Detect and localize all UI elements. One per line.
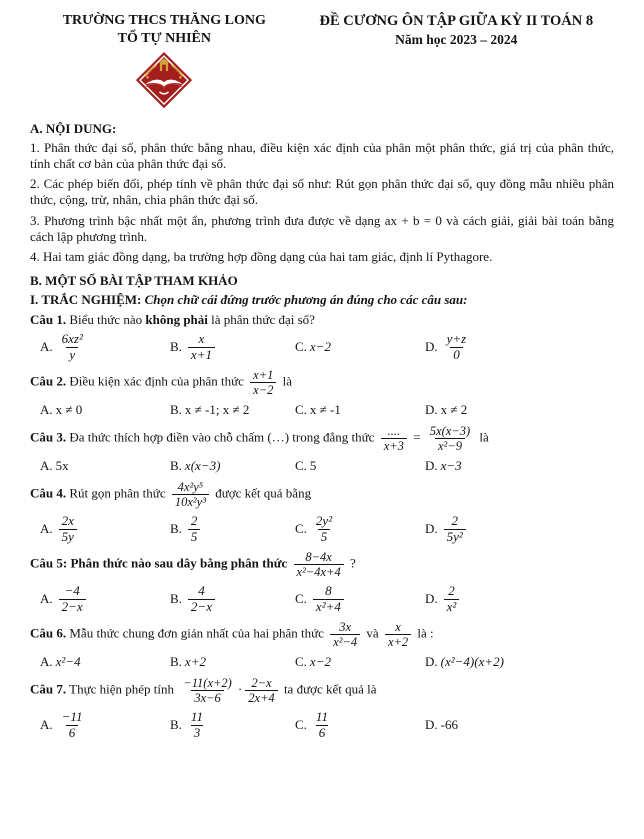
content-item: 3. Phương trình bậc nhất một ẩn, phương trình đưa được về dạng ax + b = 0 và cách giải, giải bài toán bằng cách lập phương trình. (30, 212, 614, 244)
option (170, 653, 295, 671)
emphasis-text: không phải (145, 311, 208, 327)
question-stem (30, 549, 614, 580)
option (40, 709, 170, 741)
question (30, 549, 614, 615)
option-letter: B. (170, 339, 182, 355)
option-letter: C. (295, 717, 307, 733)
option (425, 716, 614, 734)
section-a-heading: A. NỘI DUNG: (30, 121, 117, 137)
fraction-numerator: 2 (448, 583, 455, 599)
option-letter: B. (170, 521, 182, 537)
text-run: 5x (55, 458, 69, 474)
fraction-numerator: x+1 (253, 368, 274, 383)
option (170, 583, 295, 615)
fraction (250, 368, 276, 397)
text-run: là phân thức đại số? (207, 311, 315, 327)
option-letter: A. (40, 458, 53, 474)
option-letter: B. (170, 717, 182, 733)
content-item: 2. Các phép biến đổi, phép tính về phân thức đại số như: Rút gọn phân thức đại số, quy đồng mẫu nhiều phân thức, cộng, trừ, nhân, chia phân thức đại số. (30, 176, 614, 208)
fraction-numerator: 5x(x−3) (429, 424, 471, 439)
text-run: là (279, 373, 293, 389)
math-text: x−2 (309, 654, 331, 670)
option-letter: D. (425, 591, 438, 607)
fraction-denominator: x² (444, 599, 460, 615)
option-letter: A. (40, 591, 53, 607)
section-a-list (30, 140, 614, 266)
text-run: Mẫu thức chung đơn giản nhất của hai phân thức (66, 625, 328, 641)
fraction-numerator: 2 (451, 513, 458, 529)
document-header (30, 12, 614, 111)
text-run: x ≠ -1 (309, 402, 341, 418)
question-label: Câu 3. (30, 429, 67, 445)
fraction-numerator: .... (387, 424, 401, 439)
fraction-numerator: −11(x+2) (183, 676, 232, 691)
text-run: · (237, 681, 243, 697)
text-run: được kết quả bằng (211, 485, 312, 501)
question (30, 619, 614, 671)
question-stem (30, 479, 614, 510)
fraction (245, 676, 277, 705)
fraction-denominator: 5y² (444, 529, 466, 545)
fraction-numerator: −11 (61, 709, 83, 725)
fraction-denominator: y (66, 347, 78, 363)
fraction-numerator: 8 (325, 583, 332, 599)
option-letter: D. (425, 717, 438, 733)
text-run: 5 (309, 458, 317, 474)
option (40, 653, 170, 671)
math-text: x+2 (184, 654, 206, 670)
text-run: x ≠ 2 (440, 402, 468, 418)
option (295, 583, 425, 615)
fraction (385, 620, 411, 649)
fraction-denominator: x²−4x+4 (294, 564, 344, 579)
option (295, 709, 425, 741)
text-run: x ≠ 0 (55, 402, 83, 418)
option (425, 653, 614, 671)
option (170, 457, 295, 475)
fraction (188, 514, 201, 544)
fraction-numerator: 2−x (251, 676, 272, 691)
section-b-heading: B. MỘT SỐ BÀI TẬP THAM KHẢO (30, 273, 238, 289)
fraction-denominator: x+2 (385, 634, 411, 649)
fraction-denominator: 2−x (59, 599, 86, 615)
fraction-denominator: x+1 (188, 347, 215, 363)
fraction (313, 514, 335, 544)
fraction-numerator: 2y² (315, 513, 333, 529)
option-letter: C. (295, 521, 307, 537)
options-row (30, 513, 614, 545)
fraction (188, 332, 215, 362)
option-letter: A. (40, 717, 53, 733)
fraction (444, 584, 460, 614)
text-run: Rút gọn phân thức (66, 485, 169, 501)
fraction (330, 620, 360, 649)
fraction (59, 584, 86, 614)
option-letter: C. (295, 591, 307, 607)
question-label: Câu 5: (30, 555, 68, 571)
fraction-denominator: x²−4 (330, 634, 360, 649)
math-text: x−3 (440, 458, 462, 474)
option (295, 513, 425, 545)
fraction-numerator: y+z (446, 331, 467, 347)
questions (30, 312, 614, 742)
math-text: x−2 (309, 339, 331, 355)
text-run: Điều kiện xác định của phân thức (66, 373, 248, 389)
question (30, 312, 614, 363)
option (40, 583, 170, 615)
option (425, 513, 614, 545)
option-letter: B. (170, 458, 182, 474)
fraction (444, 514, 466, 544)
fraction-denominator: 6 (66, 725, 79, 741)
fraction (59, 710, 86, 740)
option-letter: A. (40, 339, 53, 355)
option-letter: A. (40, 521, 53, 537)
fraction-numerator: 4 (198, 583, 205, 599)
options-row (30, 457, 614, 475)
option-letter: D. (425, 402, 438, 418)
fraction (59, 332, 86, 362)
question (30, 675, 614, 741)
option (425, 331, 614, 363)
fraction-numerator: x (395, 620, 401, 635)
question-label: Câu 2. (30, 373, 67, 389)
school-logo (135, 51, 193, 111)
option (170, 401, 295, 419)
question-label: Câu 6. (30, 625, 67, 641)
fraction (180, 676, 235, 705)
option-letter: D. (425, 654, 438, 670)
fraction-denominator: 5 (188, 529, 201, 545)
fraction-denominator: 6 (316, 725, 329, 741)
option (295, 653, 425, 671)
text-run: -66 (440, 717, 458, 733)
option (40, 457, 170, 475)
school-year: Năm học 2023 – 2024 (395, 31, 518, 47)
fraction-denominator: x+3 (381, 438, 407, 453)
option-letter: C. (295, 458, 307, 474)
option (425, 457, 614, 475)
department-name: TỔ TỰ NHIÊN (117, 31, 211, 47)
option-letter: B. (170, 591, 182, 607)
options-row (30, 583, 614, 615)
option-letter: D. (425, 339, 438, 355)
text-run: = (409, 429, 424, 445)
option (425, 583, 614, 615)
text-run: là (476, 429, 489, 445)
options-row (30, 401, 614, 419)
mc-heading (30, 292, 614, 308)
fraction (294, 550, 344, 579)
option (40, 331, 170, 363)
content-item: 1. Phân thức đại số, phân thức bằng nhau, điều kiện xác định của phân một phân thức, giá trị của phân thức, tính chất cơ bản của phân thức đại số. (30, 139, 614, 171)
text-run: Đa thức thích hợp điền vào chỗ chấm (…) trong đẳng thức (66, 429, 378, 445)
text-run: Biểu thức nào (66, 311, 146, 327)
fraction-denominator: x²+4 (313, 599, 344, 615)
fraction-denominator: x²−9 (435, 438, 465, 453)
fraction-numerator: 11 (190, 709, 203, 725)
fraction (188, 710, 206, 740)
fraction (59, 514, 77, 544)
fraction (444, 332, 470, 362)
fraction-denominator: 3x−6 (191, 690, 223, 705)
text-run: x ≠ -1; x ≠ 2 (184, 402, 250, 418)
header-left-block (30, 12, 299, 111)
question (30, 367, 614, 419)
fraction (381, 424, 407, 453)
text-run: và (363, 625, 382, 641)
option-letter: D. (425, 521, 438, 537)
option (170, 331, 295, 363)
text-run: ? (346, 555, 356, 571)
option (295, 401, 425, 419)
question-label: Câu 4. (30, 485, 67, 501)
option-letter: C. (295, 339, 307, 355)
option-letter: B. (170, 654, 182, 670)
emphasis-text: Phân thức nào sau dây bằng phân thức (67, 555, 291, 571)
question (30, 479, 614, 545)
option-letter: B. (170, 402, 182, 418)
option-letter: C. (295, 654, 307, 670)
option (170, 513, 295, 545)
options-row (30, 331, 614, 363)
school-emblem-icon (135, 51, 193, 111)
fraction (172, 480, 209, 509)
option (40, 513, 170, 545)
fraction-numerator: 4x²y⁵ (177, 480, 204, 495)
question-label: Câu 1. (30, 311, 67, 327)
fraction-numerator: 3x (339, 620, 352, 635)
text-run: là : (414, 625, 434, 641)
options-row (30, 709, 614, 741)
fraction-numerator: 8−4x (305, 550, 332, 565)
option (295, 338, 425, 356)
math-text: (x²−4)(x+2) (440, 654, 504, 670)
fraction-denominator: 5 (318, 529, 331, 545)
header-right-block (299, 12, 614, 111)
content-item: 4. Hai tam giác đồng dạng, ba trường hợp đồng dạng của hai tam giác, định lí Pythagore. (30, 249, 493, 265)
fraction-denominator: x−2 (250, 382, 276, 397)
fraction (313, 710, 331, 740)
fraction-numerator: 2x (61, 513, 74, 529)
document-title: ĐỀ CƯƠNG ÔN TẬP GIỮA KỲ II TOÁN 8 (319, 13, 594, 29)
fraction (427, 424, 473, 453)
school-name: TRƯỜNG THCS THĂNG LONG (62, 13, 266, 28)
mc-instruction: Chọn chữ cái đứng trước phương án đúng cho các câu sau: (144, 291, 468, 307)
question-stem (30, 675, 614, 706)
option (40, 401, 170, 419)
fraction (313, 584, 344, 614)
options-row (30, 653, 614, 671)
fraction-numerator: x (198, 331, 205, 347)
fraction-numerator: 11 (315, 709, 328, 725)
fraction-denominator: 0 (450, 347, 463, 363)
fraction-denominator: 5y (59, 529, 77, 545)
fraction-denominator: 2x+4 (245, 690, 277, 705)
option (170, 709, 295, 741)
fraction-denominator: 10x²y³ (172, 494, 209, 509)
option-letter: A. (40, 654, 53, 670)
question-label: Câu 7. (30, 681, 67, 697)
option-letter: D. (425, 458, 438, 474)
fraction-denominator: 3 (191, 725, 204, 741)
question-stem (30, 619, 614, 650)
fraction-numerator: −4 (64, 583, 80, 599)
math-text: x(x−3) (184, 458, 221, 474)
fraction-numerator: 6xz² (61, 331, 83, 347)
math-text: x²−4 (55, 654, 81, 670)
question (30, 423, 614, 475)
text-run: ta được kết quả là (280, 681, 377, 697)
question-stem (30, 312, 614, 328)
question-stem (30, 367, 614, 398)
question-stem (30, 423, 614, 454)
option (295, 457, 425, 475)
option-letter: A. (40, 402, 53, 418)
option (425, 401, 614, 419)
fraction-denominator: 2−x (188, 599, 215, 615)
option-letter: C. (295, 402, 307, 418)
fraction (188, 584, 215, 614)
mc-label: I. TRẮC NGHIỆM: (30, 291, 142, 307)
text-run: Thực hiện phép tính (66, 681, 178, 697)
fraction-numerator: 2 (190, 513, 198, 529)
